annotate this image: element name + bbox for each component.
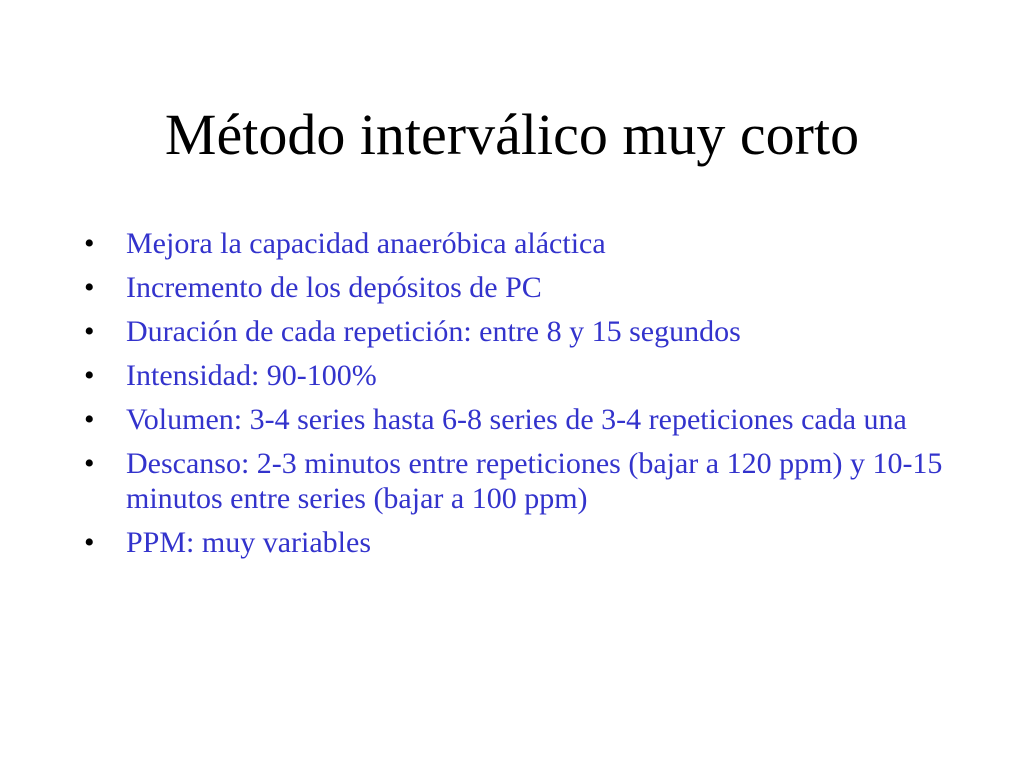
bullet-item-depositos bbox=[78, 270, 958, 305]
bullet-item-duracion bbox=[78, 314, 958, 349]
bullet-item-ppm bbox=[78, 525, 958, 560]
bullet-item-intensidad bbox=[78, 358, 958, 393]
bullet-dot-icon: • bbox=[84, 315, 95, 348]
slide-title: Método interválico muy corto bbox=[164, 102, 860, 167]
bullet-text: Descanso: 2-3 minutos entre repeticiones (bajar a 120 ppm) y 10-15 minutos entre series (bajar a 100 ppm) bbox=[126, 447, 943, 515]
bullet-text: Volumen: 3-4 series hasta 6-8 series de 3-4 repeticiones cada una bbox=[126, 403, 907, 436]
bullet-list bbox=[78, 226, 958, 569]
bullet-text: Intensidad: 90-100% bbox=[126, 359, 377, 392]
bullet-dot-icon: • bbox=[84, 227, 95, 260]
bullet-item-volumen bbox=[78, 402, 958, 437]
bullet-text: PPM: muy variables bbox=[126, 526, 371, 559]
bullet-dot-icon: • bbox=[84, 403, 95, 436]
bullet-text: Mejora la capacidad anaeróbica aláctica bbox=[126, 227, 606, 260]
bullet-text: Duración de cada repetición: entre 8 y 15 segundos bbox=[126, 315, 741, 348]
bullet-item-descanso bbox=[78, 446, 958, 516]
bullet-dot-icon: • bbox=[84, 526, 95, 559]
bullet-dot-icon: • bbox=[84, 447, 95, 480]
bullet-dot-icon: • bbox=[84, 271, 95, 304]
bullet-dot-icon: • bbox=[84, 359, 95, 392]
bullet-text: Incremento de los depósitos de PC bbox=[126, 271, 542, 304]
bullet-item-capacidad bbox=[78, 226, 958, 261]
